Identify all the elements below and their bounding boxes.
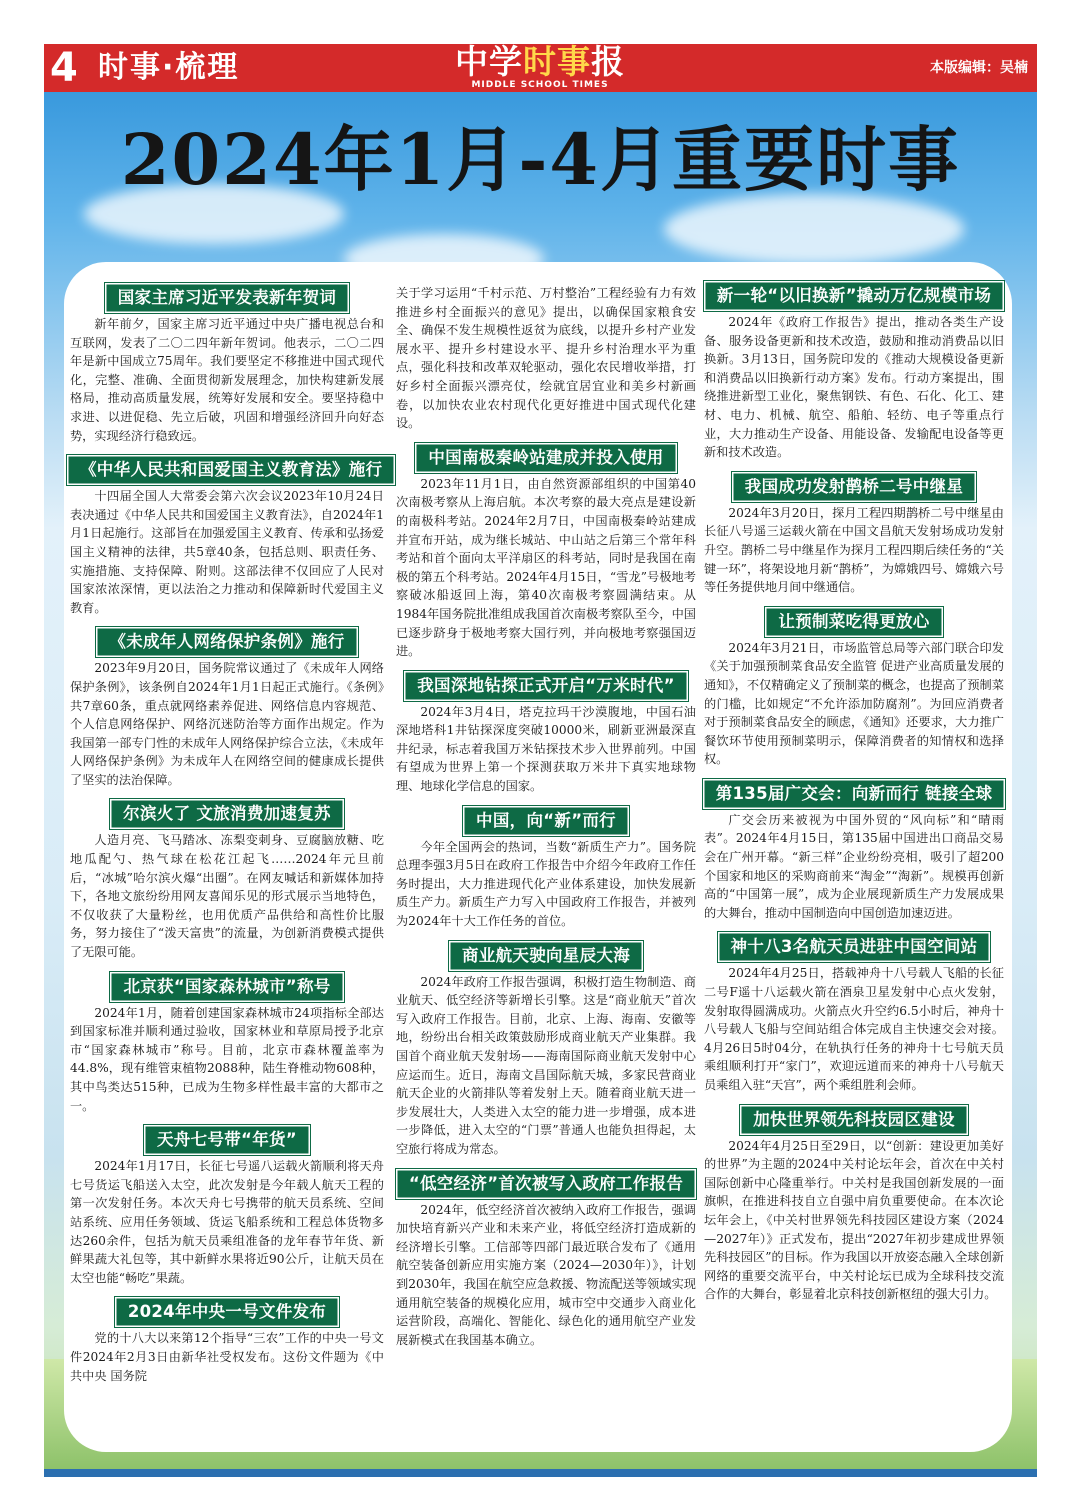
- article: [70, 286, 384, 445]
- article-body: 关于学习运用“千村示范、万村整治”工程经验有力有效推进乡村全面振兴的意见》提出，以确保国家粮食安全、确保不发生规模性返贫为底线，以提升乡村产业发展水平、提升乡村建设水平、提升乡村治理水平为重点，强化科技和改革双轮驱动，强化农民增收举措，打好乡村全面振兴漂亮仗，绘就宜居宜业和美乡村新画卷，以加快农业农村现代化更好推进中国式现代化建设。: [396, 286, 696, 431]
- article-body: 新年前夕，国家主席习近平通过中央广播电视总台和互联网，发表了二〇二四年新年贺词。他表示，二〇二四年是新中国成立75周年。我们要坚定不移推进中国式现代化，完整、准确、全面贯彻新发展理念，加快构建新发展格局，推动高质量发展，统筹好发展和安全。要坚持稳中求进、以进促稳、先立后破，巩固和增强经济回升向好态势，实现经济行稳致远。: [70, 317, 384, 443]
- article-body: 2023年11月1日，由自然资源部组织的中国第40次南极考察从上海启航。本次考察的最大亮点是建设新的南极科考站。2024年2月7日，中国南极秦岭站建成并宣布开站，成为继长城站、中山站之后第三个常年科考站和首个面向太平洋扇区的科考站，同时是我国在南极的第五个科考站。2024年4月15日，“雪龙”号极地考察破冰船返回上海，第40次南极考察圆满结束。从1984年国务院批准组成我国首次南极考察队至今，中国已逐步跻身于极地考察大国行列，并向极地考察强国迈进。: [396, 476, 696, 659]
- article-title: 我国成功发射鹊桥二号中继星: [735, 475, 973, 499]
- article-body: 2024年《政府工作报告》提出，推动各类生产设备、服务设备更新和技术改造，鼓励和推动消费品以旧换新。3月13日，国务院印发的《推动大规模设备更新和消费品以旧换新行动方案》发布。行动方案提出，围绕推进新型工业化，聚焦钢铁、有色、石化、化工、建材、电力、机械、航空、船舶、轻纺、电子等重点行业，大力推动生产设备、用能设备、发输配电设备等更新和技术改造。: [704, 315, 1004, 460]
- article-title: 天舟七号带“年货”: [147, 1128, 307, 1152]
- section-title: 时事·梳理: [98, 50, 240, 85]
- article-body: 广交会历来被视为中国外贸的“风向标”和“晴雨表”。2024年4月15日，第135届中国进出口商品交易会在广州开幕。“新三样”企业纷纷亮相，吸引了超200个国家和地区的采购商前来“淘金”“淘新”。规模再创新高的“中国第一展”，成为企业展现新质生产力发展成果的大舞台，推动中国制造向中国创造加速迈进。: [704, 812, 1004, 920]
- article-title: 中国南极秦岭站建成并投入使用: [418, 446, 673, 470]
- article: [704, 935, 1004, 1094]
- article-body: 2023年9月20日，国务院常议通过了《未成年人网络保护条例》，该条例自2024年1月1日起正式施行。《条例》共7章60条，重点就网络素养促进、网络信息内容规范、个人信息网络保护、网络沉迷防治等方面作出规定。作为我国第一部专门性的未成年人网络保护综合立法，《未成年人网络保护条例》为未成年人在网络空间的健康成长提供了坚实的法治保障。: [70, 661, 384, 787]
- article: [396, 809, 696, 931]
- article: [396, 284, 696, 433]
- article: [396, 1172, 696, 1350]
- article-body: 人造月亮、飞马踏冰、冻梨变刺身、豆腐脑放糖、吃地瓜配勺、热气球在松花江起飞……2024年元旦前后，“冰城”哈尔滨火爆“出圈”。在网友喊话和新媒体加持下，各地文旅纷纷用网友喜闻乐见的形式展示当地特色，不仅收获了大量粉丝，也用优质产品供给和高性价比服务，努力接住了“泼天富贵”的流量，为创新消费模式提供了无限可能。: [70, 833, 384, 960]
- article-title: 国家主席习近平发表新年贺词: [108, 286, 346, 310]
- article: [396, 446, 696, 661]
- article-title: 神十八3名航天员进驻中国空间站: [721, 935, 988, 959]
- article-body: 2024年1月17日，长征七号遥八运载火箭顺利将天舟七号货运飞船送入太空，此次发射是今年载人航天工程的第一次发射任务。本次天舟七号携带的航天员系统、空间站系统、应用任务领域、货运飞船系统和工程总体货物多达260余件，包括为航天员乘组准备的龙年春节年货、新鲜果蔬大礼包等，其中新鲜水果将近90公斤，让航天员在太空也能“畅吃”果蔬。: [70, 1159, 384, 1285]
- editor-credit: 本版编辑：吴楠: [930, 60, 1028, 76]
- column-3: [704, 284, 1004, 1317]
- article: [396, 674, 696, 796]
- article: [704, 284, 1004, 462]
- cloud: [664, 194, 964, 264]
- article-title: 中国，向“新”而行: [466, 809, 626, 833]
- article: [396, 944, 696, 1159]
- article-title: 商业航天驶向星辰大海: [452, 944, 640, 968]
- article: [70, 802, 384, 961]
- page-number: 4: [50, 45, 78, 91]
- column-1: [70, 286, 384, 1398]
- article-body: 2024年政府工作报告强调，积极打造生物制造、商业航天、低空经济等新增长引擎。这是“商业航天”首次写入政府工作报告。目前，北京、上海、海南、安徽等地，纷纷出台相关政策鼓励形成商业航天产业集群。我国首个商业航天发射场——海南国际商业航天发射中心应运而生。近日，海南文昌国际航天城，多家民营商业航天企业的火箭排队等着发射上天。随着商业航天进一步发展壮大，人类进入太空的能力进一步增强，成本进一步降低，进入太空的“门票”普通人也能负担得起，太空旅行将成为常态。: [396, 974, 696, 1156]
- article: [70, 630, 384, 789]
- page-headline: 2024年1月-4月重要时事: [120, 118, 961, 201]
- article: [70, 975, 384, 1116]
- footer-bar: [44, 1469, 1037, 1477]
- article-body: 2024年3月21日，市场监管总局等六部门联合印发《关于加强预制菜食品安全监管 促进产业高质量发展的通知》，不仅精确定义了预制菜的概念，也提高了预制菜的门槛，比如规定“不允许添加防腐剂”。为回应消费者对于预制菜食品安全的顾虑，《通知》还要求，大力推广餐饮环节使用预制菜明示，保障消费者的知情权和选择权。: [704, 640, 1004, 767]
- logo-chinese: 中学时事报: [455, 42, 625, 81]
- article-body: 2024年4月25日至29日，以“创新：建设更加美好的世界”为主题的2024中关村论坛年会，首次在中关村国际创新中心隆重举行。中关村是我国创新发展的一面旗帜，在推进科技自立自强中肩负重要使命。在本次论坛年会上，《中关村世界领先科技园区建设方案（2024—2027年）》正式发布，提出“2027年初步建成世界领先科技园区”的目标。作为我国以开放姿态融入全球创新网络的重要交流平台，中关村论坛已成为全球科技交流合作的大舞台，彰显着北京科技创新枢纽的强大引力。: [704, 1138, 1004, 1302]
- article-body: 今年全国两会的热词，当数“新质生产力”。国务院总理李强3月5日在政府工作报告中介绍今年政府工作任务时提出，大力推进现代化产业体系建设，加快发展新质生产力。新质生产力写入中国政府工作报告，并被列为2024年十大工作任务的首位。: [396, 839, 696, 929]
- article-body: 2024年4月25日，搭载神舟十八号载人飞船的长征二号F遥十八运载火箭在酒泉卫星发射中心点火发射，发射取得圆满成功。火箭点火升空约6.5小时后，神舟十八号载人飞船与空间站组合体完成自主快速交会对接。4月26日5时04分，在轨执行任务的神舟十七号航天员乘组顺利打开“家门”，欢迎远道而来的神舟十八号航天员乘组入驻“天宫”，两个乘组胜利会师。: [704, 966, 1004, 1092]
- article-title: 让预制菜吃得更放心: [768, 610, 939, 634]
- article-body: 2024年3月20日，探月工程四期鹊桥二号中继星由长征八号遥三运载火箭在中国文昌航天发射场成功发射升空。鹊桥二号中继星作为探月工程四期后续任务的“关键一环”，将架设地月新“鹊桥”，为嫦娥四号、嫦娥六号等任务提供地月间中继通信。: [704, 505, 1004, 595]
- article-body: 2024年，低空经济首次被纳入政府工作报告，强调加快培育新兴产业和未来产业，将低空经济打造成新的经济增长引擎。工信部等四部门最近联合发布了《通用航空装备创新应用实施方案（2024—2030年）》，计划到2030年，我国在航空应急救援、物流配送等领域实现通用航空装备的规模化应用，城市空中交通步入商业化运营阶段，高端化、智能化、绿色化的通用航空产业发展新模式在我国基本确立。: [396, 1202, 696, 1347]
- article-title: 第135届广交会：向新而行 链接全球: [706, 782, 1003, 806]
- article-title: 尔滨火了 文旅消费加速复苏: [113, 802, 341, 826]
- article: [704, 782, 1004, 923]
- article: [704, 1108, 1004, 1304]
- article-title: 2024年中央一号文件发布: [118, 1300, 336, 1324]
- article-body: 十四届全国人大常委会第六次会议2023年10月24日表决通过《中华人民共和国爱国主义教育法》，自2024年1月1日起施行。这部旨在加强爱国主义教育、传承和弘扬爱国主义精神的法律，共5章40条，包括总则、职责任务、实施措施、支持保障、附则。这部法律不仅回应了人民对国家浓浓深情，更以法治之力推动和保障新时代爱国主义教育。: [70, 489, 384, 615]
- article-body: 2024年3月4日，塔克拉玛干沙漠腹地，中国石油深地塔科1井钻探深度突破10000米，刷新亚洲最深直井纪录，标志着我国万米钻探技术步入世界前列。中国有望成为世界上第一个探测获取万米井下真实地球物理、地球化学信息的国家。: [396, 704, 696, 794]
- column-2: [396, 284, 696, 1362]
- article: [70, 1128, 384, 1287]
- article-title: 我国深地钻探正式开启“万米时代”: [407, 674, 685, 698]
- article-title: 《中华人民共和国爱国主义教育法》施行: [70, 458, 392, 482]
- article: [704, 475, 1004, 597]
- article-title: 加快世界领先科技园区建设: [743, 1108, 965, 1132]
- newspaper-logo: [448, 44, 632, 92]
- article-body: 党的十八大以来第12个指导“三农”工作的中央一号文件2024年2月3日由新华社受权发布。这份文件题为《中共中央 国务院: [70, 1331, 384, 1383]
- article-body: 2024年1月，随着创建国家森林城市24项指标全部达到国家标准并顺利通过验收，国家林业和草原局授予北京市“国家森林城市”称号。目前，北京市森林覆盖率为44.8%，现有维管束植物2088种，陆生脊椎动物608种，其中鸟类达515种，已成为生物多样性最丰富的大都市之一。: [70, 1005, 384, 1113]
- article-title: “低空经济”首次被写入政府工作报告: [399, 1172, 693, 1196]
- article: [70, 1300, 384, 1385]
- article-title: 《未成年人网络保护条例》施行: [99, 630, 354, 654]
- article: [70, 458, 384, 617]
- logo-english: MIDDLE SCHOOL TIMES: [471, 80, 609, 90]
- article: [704, 610, 1004, 769]
- article-title: 北京获“国家森林城市”称号: [113, 975, 340, 999]
- article-title: 新一轮“以旧换新”撬动万亿规模市场: [707, 284, 1001, 308]
